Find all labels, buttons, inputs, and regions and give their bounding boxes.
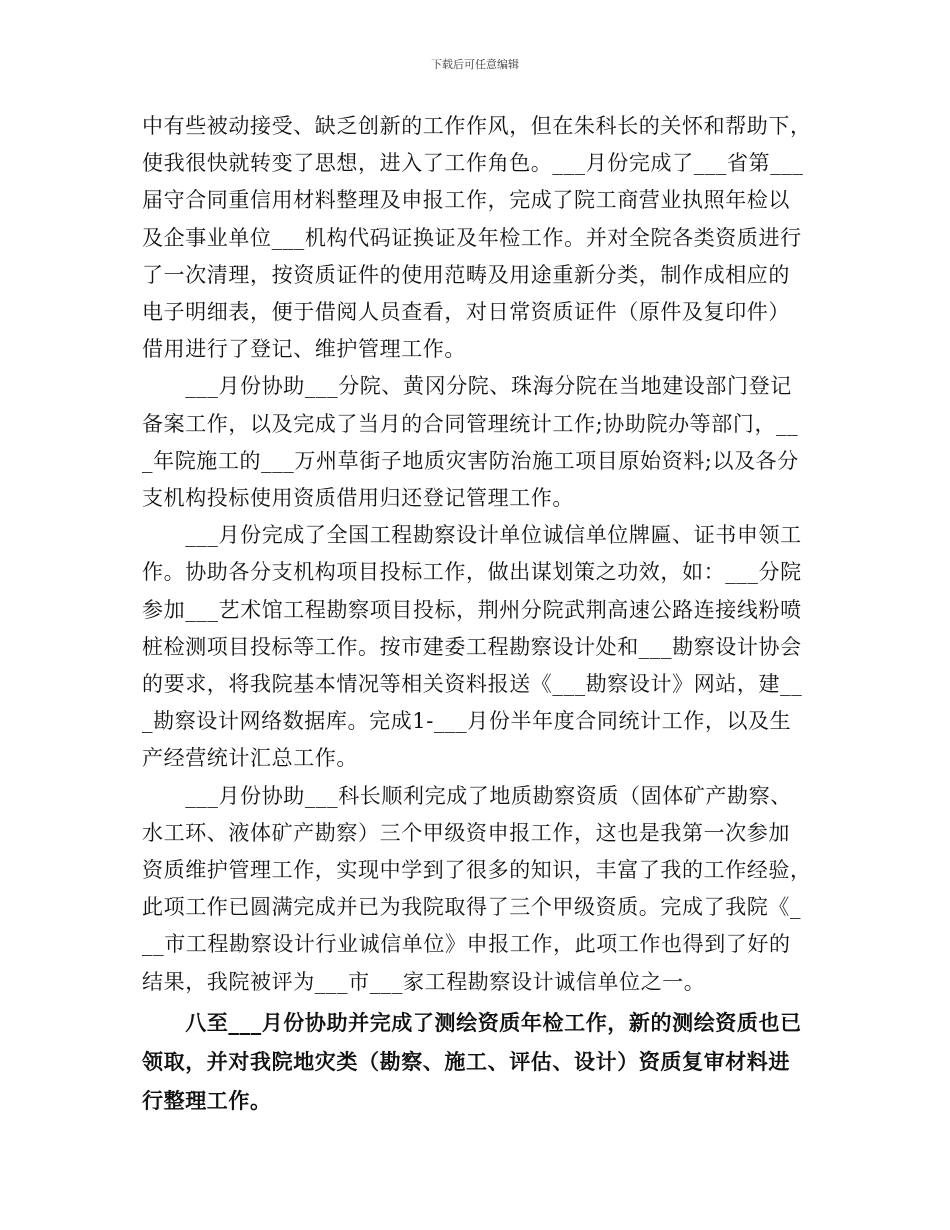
paragraph-3: ___月份完成了全国工程勘察设计单位诚信单位牌匾、证书申领工 作。协助各分支机构项目投标工作，做出谋划策之功效，如：___分院 参加___艺术馆工程勘察项目投标，荆州分院武荆高速公路连接线粉喷 桩检测项目投标等工作。按市建委工程勘察设计处和___勘察设计协会 的要求，将我院基本情况等相关资料报送《___勘察设计》网站，建__ _勘察设计网络数据库。完成1-___月份半年度合同统计工作，以及生 产经营统计汇总工作。	[142, 523, 803, 771]
page-header: 下载后可任意编辑	[431, 58, 519, 71]
paragraph-5-bold: 八至___月份协助并完成了测绘资质年检工作，新的测绘资质也已 领取，并对我院地灾类（勘察、施工、评估、设计）资质复审材料进 行整理工作。	[142, 1009, 802, 1113]
document-body	[142, 108, 832, 1120]
paragraph-1: 中有些被动接受、缺乏创新的工作作风，但在朱科长的关怀和帮助下， 使我很快就转变了思想，进入了工作角色。___月份完成了___省第___ 届守合同重信用材料整理及申报工作，完成了院工商营业执照年检以 及企事业单位___机构代码证换证及年检工作。并对全院各类资质进行 了一次清理，按资质证件的使用范畴及用途重新分类，制作成相应的 电子明细表，便于借阅人员查看，对日常资质证件（原件及复印件） 借用进行了登记、维护管理工作。	[142, 114, 812, 362]
paragraph-4: ___月份协助___科长顺利完成了地质勘察资质（固体矿产勘察、 水工环、液体矿产勘察）三个甲级资申报工作，这也是我第一次参加 资质维护管理工作，实现中学到了很多的知识，丰富了我的工作经验， 此项工作已圆满完成并已为我院取得了三个甲级资质。完成了我院《_ __市工程勘察设计行业诚信单位》申报工作，此项工作也得到了好的 结果，我院被评为___市___家工程勘察设计诚信单位之一。	[142, 783, 812, 994]
paragraph-2: ___月份协助___分院、黄冈分院、珠海分院在当地建设部门登记 备案工作，以及完成了当月的合同管理统计工作;协助院办等部门，__ _年院施工的___万州草街子地质灾害防治施工项目原始资料;以及各分 支机构投标使用资质借用归还登记管理工作。	[142, 374, 799, 511]
